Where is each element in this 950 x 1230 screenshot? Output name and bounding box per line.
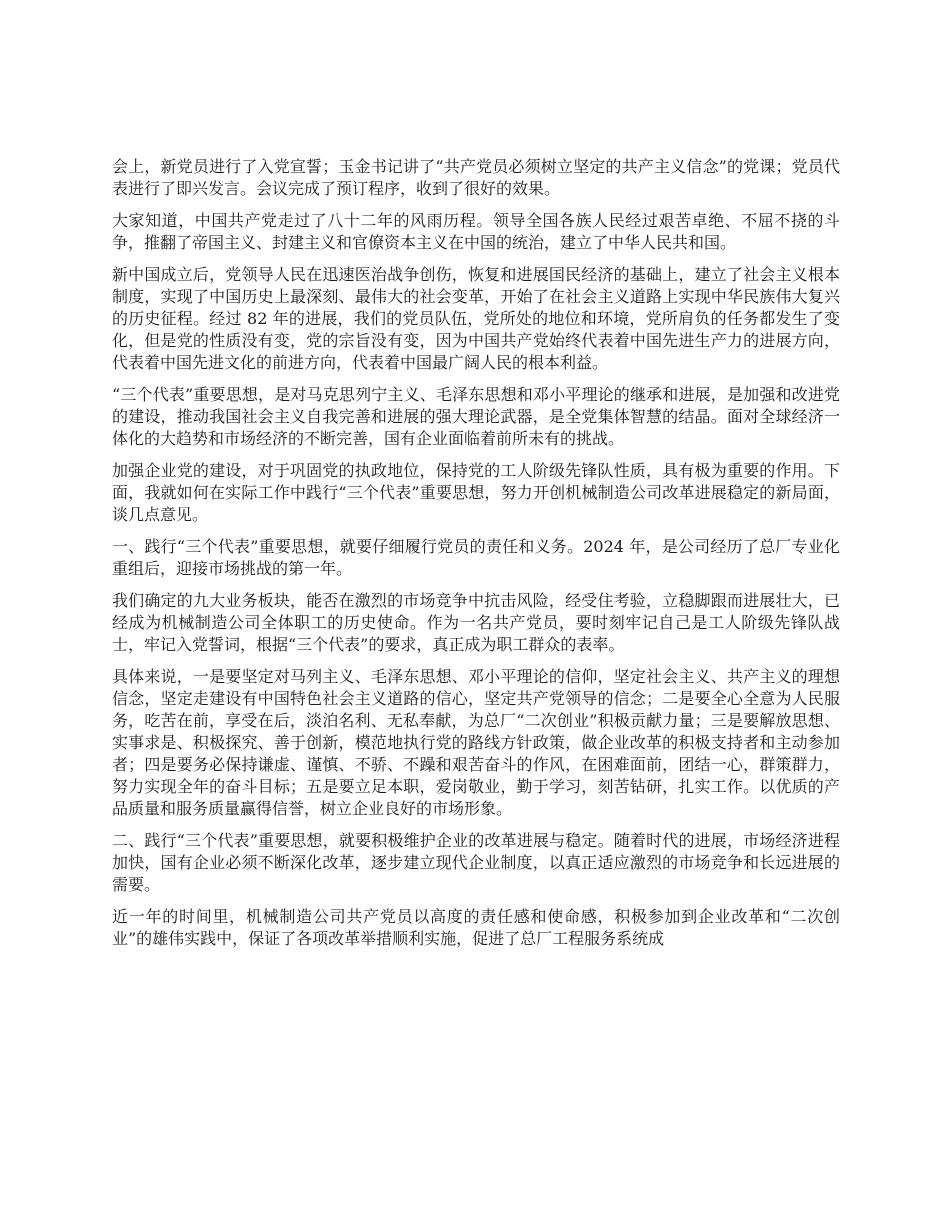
paragraph: 具体来说，一是要坚定对马列主义、毛泽东思想、邓小平理论的信仰，坚定社会主义、共产主义的理想信念，坚定走建设有中国特色社会主义道路的信心，坚定共产党领导的信念；二是要全心全意为人民服务，吃苦在前，享受在后，淡泊名利、无私奉献，为总厂“二次创业”积极贡献力量；三是要解放思想、实事求是、积极探究、善于创新，模范地执行党的路线方针政策，做企业改革的积极支持者和主动参加者；四是要务必保持谦虚、谨慎、不骄、不躁和艰苦奋斗的作风，在困难面前，团结一心，群策群力，努力实现全年的奋斗目标；五是要立足本职，爱岗敬业，勤于学习，刻苦钻研，扎实工作。以优质的产品质量和服务质量赢得信誉，树立企业良好的市场形象。 <box>112 667 840 818</box>
paragraph: 加强企业党的建设，对于巩固党的执政地位，保持党的工人阶级先锋队性质，具有极为重要的作用。下面，我就如何在实际工作中践行“三个代表”重要思想，努力开创机械制造公司改革进展稳定的新局面，谈几点意见。 <box>112 461 840 524</box>
paragraph: 大家知道，中国共产党走过了八十二年的风雨历程。领导全国各族人民经过艰苦卓绝、不屈不挠的斗争，推翻了帝国主义、封建主义和官僚资本主义在中国的统治，建立了中华人民共和国。 <box>112 211 840 252</box>
document-body <box>112 156 840 960</box>
paragraph: “三个代表”重要思想，是对马克思列宁主义、毛泽东思想和邓小平理论的继承和进展，是加强和改进党的建设，推动我国社会主义自我完善和进展的强大理论武器，是全党集体智慧的结晶。面对全球经济一体化的大趋势和市场经济的不断完善，国有企业面临着前所未有的挑战。 <box>112 385 840 448</box>
paragraph: 我们确定的九大业务板块，能否在激烈的市场竞争中抗击风险，经受住考验，立稳脚跟而进展壮大，已经成为机械制造公司全体职工的历史使命。作为一名共产党员，要时刻牢记自己是工人阶级先锋队战士，牢记入党誓词，根据“三个代表”的要求，真正成为职工群众的表率。 <box>112 591 840 654</box>
paragraph: 近一年的时间里，机械制造公司共产党员以高度的责任感和使命感，积极参加到企业改革和“二次创业”的雄伟实践中，保证了各项改革举措顺利实施，促进了总厂工程服务系统成 <box>112 907 840 948</box>
section-heading-paragraph: 二、践行“三个代表”重要思想，就要积极维护企业的改革进展与稳定。随着时代的进展，市场经济进程加快，国有企业必须不断深化改革，逐步建立现代企业制度，以真正适应激烈的市场竞争和长远进展的需要。 <box>112 831 840 894</box>
paragraph: 新中国成立后，党领导人民在迅速医治战争创伤，恢复和进展国民经济的基础上，建立了社会主义根本制度，实现了中国历史上最深刻、最伟大的社会变革，开始了在社会主义道路上实现中华民族伟大复兴的历史征程。经过 82 年的进展，我们的党员队伍，党所处的地位和环境，党所肩负的任务都发生了变化，但是党的性质没有变，党的宗旨没有变，因为中国共产党始终代表着中国先进生产力的进展方向，代表着中国先进文化的前进方向，代表着中国最广阔人民的根本利益。 <box>112 265 840 372</box>
paragraph: 会上，新党员进行了入党宣誓；玉金书记讲了“共产党员必须树立坚定的共产主义信念”的党课；党员代表进行了即兴发言。会议完成了预订程序，收到了很好的效果。 <box>112 157 840 198</box>
section-heading-paragraph: 一、践行“三个代表”重要思想，就要仔细履行党员的责任和义务。2024 年，是公司经历了总厂专业化重组后，迎接市场挑战的第一年。 <box>112 537 840 578</box>
